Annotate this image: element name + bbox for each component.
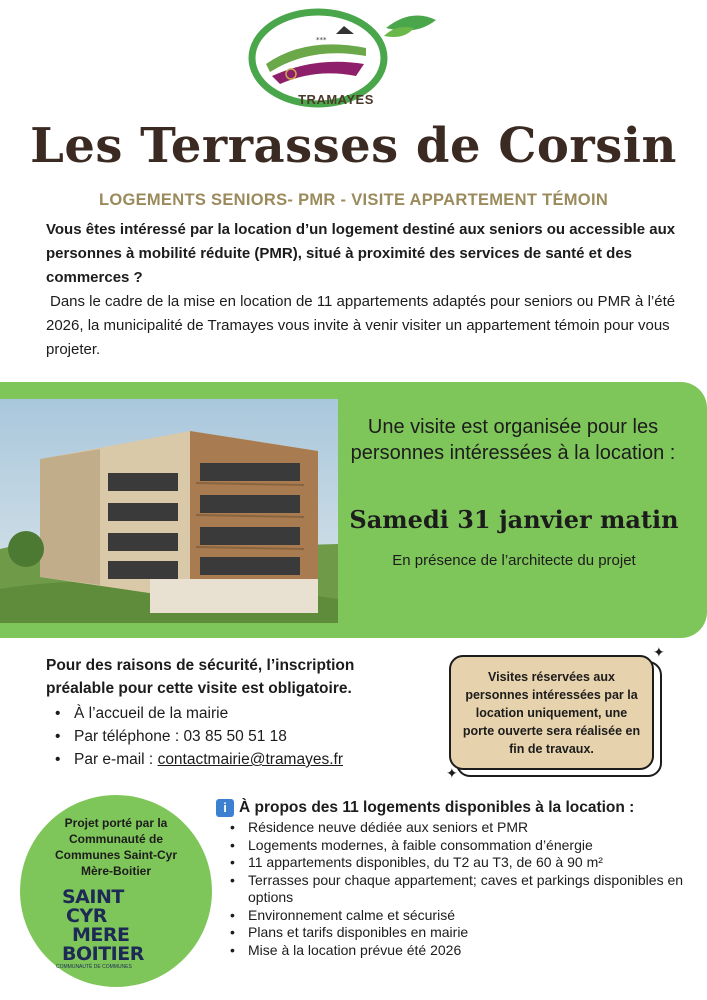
list-item: • Mise à la location prévue été 2026 bbox=[216, 942, 696, 960]
list-item: • Environnement calme et sécurisé bbox=[216, 907, 696, 925]
scm-logo-sub: COMMUNAUTÉ DE COMMUNES bbox=[56, 964, 132, 970]
scm-line: BOITIER bbox=[62, 943, 144, 965]
visit-date: Samedi 31 janvier matin bbox=[349, 505, 679, 534]
notice-text: Visites réservées aux personnes intéressées par la location uniquement, une porte ouverte sera réalisée en fin de travaux. bbox=[462, 669, 641, 756]
registration-section bbox=[46, 654, 426, 771]
list-item: • 11 appartements disponibles, du T2 au T3, de 60 à 90 m² bbox=[216, 854, 696, 872]
intro-question: Vous êtes intéressé par la location d’un logement destiné aux seniors ou accessible aux personnes à mobilité réduite (PMR), situé à proximité des services de santé et des commerces ? bbox=[46, 221, 676, 286]
sparkle-icon: ✦ bbox=[653, 645, 665, 661]
info-icon: i bbox=[216, 799, 234, 817]
registration-item-email-prefix: Par e-mail : bbox=[74, 751, 158, 768]
list-item: • Logements modernes, à faible consommation d’énergie bbox=[216, 837, 696, 855]
email-link[interactable]: contactmairie@tramayes.fr bbox=[157, 751, 343, 768]
list-item bbox=[46, 702, 426, 725]
list-item: • Plans et tarifs disponibles en mairie bbox=[216, 924, 696, 942]
registration-item-phone: Par téléphone : 03 85 50 51 18 bbox=[74, 728, 287, 745]
registration-item-mairie: À l’accueil de la mairie bbox=[74, 705, 229, 722]
about-title: À propos des 11 logements disponibles à la location : bbox=[239, 799, 635, 816]
visit-architect: En présence de l’architecte du projet bbox=[392, 552, 636, 569]
registration-list bbox=[46, 702, 426, 771]
intro-section bbox=[46, 218, 676, 362]
scm-line: SAINT bbox=[62, 886, 124, 908]
notice-box bbox=[449, 655, 654, 770]
sparkle-icon: ✦ bbox=[446, 766, 458, 782]
visit-intro: Une visite est organisée pour les personnes intéressées à la location : bbox=[350, 416, 676, 464]
building-photo bbox=[0, 399, 338, 623]
list-item bbox=[46, 725, 426, 748]
list-item: • Résidence neuve dédiée aux seniors et PMR bbox=[216, 819, 696, 837]
scm-line: MERE bbox=[72, 924, 130, 946]
scm-line: CYR bbox=[66, 905, 107, 927]
about-title-row bbox=[216, 798, 696, 818]
list-item bbox=[46, 748, 426, 771]
list-item: • Terrasses pour chaque appartement; caves et parkings disponibles en options bbox=[216, 872, 696, 907]
about-section bbox=[216, 798, 696, 959]
page-subtitle: LOGEMENTS SENIORS- PMR - VISITE APPARTEMENT TÉMOIN bbox=[98, 191, 609, 209]
page-title: Les Terrasses de Corsin bbox=[30, 118, 677, 174]
scm-logo bbox=[62, 888, 172, 964]
registration-title: Pour des raisons de sécurité, l’inscription préalable pour cette visite est obligatoire. bbox=[46, 657, 355, 697]
about-list bbox=[216, 819, 696, 959]
logo-stars: *** bbox=[316, 36, 327, 44]
partner-text: Projet porté par la Communauté de Communes Saint-Cyr Mère-Boitier bbox=[54, 816, 178, 878]
tramayes-logo bbox=[236, 6, 436, 112]
logo-text: TRAMAYES bbox=[298, 92, 374, 107]
intro-body: Dans le cadre de la mise en location de 11 appartements adaptés pour seniors ou PMR à l’été 2026, la municipalité de Tramayes vous invite à venir visiter un appartement témoin pour vous projeter. bbox=[46, 293, 676, 358]
